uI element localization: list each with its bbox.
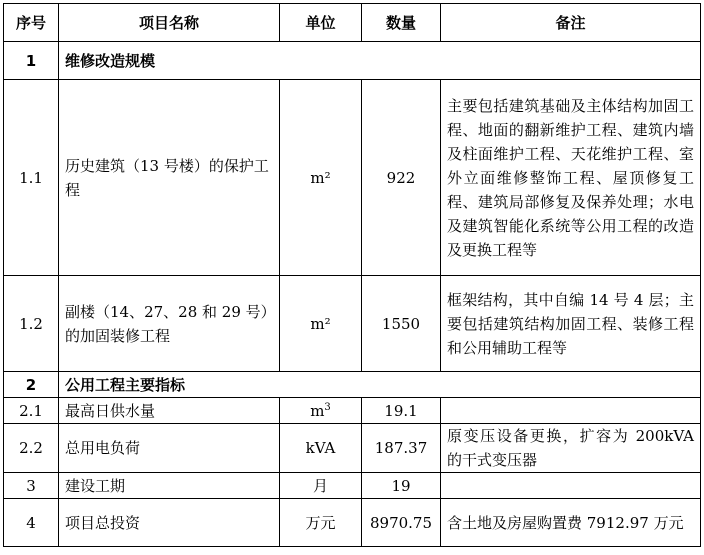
table-row (4, 276, 701, 372)
row-unit: 月 (280, 473, 362, 499)
row-qty: 922 (362, 80, 441, 276)
row-qty: 187.37 (362, 424, 441, 473)
table-row (4, 398, 701, 424)
project-indicator-table (3, 3, 701, 547)
row-seq: 4 (4, 499, 59, 547)
row-name: 建设工期 (59, 473, 280, 499)
header-row (4, 4, 701, 42)
row-name: 项目总投资 (59, 499, 280, 547)
row-name: 最高日供水量 (59, 398, 280, 424)
row-seq: 1.1 (4, 80, 59, 276)
row-seq: 2.2 (4, 424, 59, 473)
section-seq: 2 (4, 372, 59, 398)
row-name: 副楼（14、27、28 和 29 号）的加固装修工程 (59, 276, 280, 372)
row-qty: 19.1 (362, 398, 441, 424)
row-seq: 3 (4, 473, 59, 499)
unit-superscript: 3 (324, 401, 331, 413)
header-note: 备注 (441, 4, 701, 42)
row-name: 历史建筑（13 号楼）的保护工程 (59, 80, 280, 276)
table-row (4, 499, 701, 547)
header-name: 项目名称 (59, 4, 280, 42)
row-seq: 1.2 (4, 276, 59, 372)
table-row (4, 424, 701, 473)
header-seq: 序号 (4, 4, 59, 42)
section-seq: 1 (4, 42, 59, 80)
row-qty: 8970.75 (362, 499, 441, 547)
row-unit: m² (280, 276, 362, 372)
unit-base: m (310, 401, 325, 420)
section-row (4, 372, 701, 398)
row-note: 框架结构，其中自编 14 号 4 层；主要包括建筑结构加固工程、装修工程和公用辅助工程等 (441, 276, 701, 372)
section-title: 公用工程主要指标 (59, 372, 701, 398)
row-qty: 19 (362, 473, 441, 499)
row-seq: 2.1 (4, 398, 59, 424)
row-note: 原变压设备更换，扩容为 200kVA 的干式变压器 (441, 424, 701, 473)
row-unit: kVA (280, 424, 362, 473)
row-note (441, 398, 701, 424)
row-note (441, 473, 701, 499)
row-qty: 1550 (362, 276, 441, 372)
section-title: 维修改造规模 (59, 42, 701, 80)
header-unit: 单位 (280, 4, 362, 42)
row-note: 含土地及房屋购置费 7912.97 万元 (441, 499, 701, 547)
table-row (4, 80, 701, 276)
row-name: 总用电负荷 (59, 424, 280, 473)
row-unit: 万元 (280, 499, 362, 547)
table-row (4, 473, 701, 499)
section-row (4, 42, 701, 80)
row-unit: m² (280, 80, 362, 276)
row-note: 主要包括建筑基础及主体结构加固工程、地面的翻新维护工程、建筑内墙及柱面维护工程、天花维护工程、室外立面维修整饰工程、屋顶修复工程、建筑局部修复及保养处理；水电及建筑智能化系统等公用工程的改造及更换工程等 (441, 80, 701, 276)
header-qty: 数量 (362, 4, 441, 42)
row-unit (280, 398, 362, 424)
